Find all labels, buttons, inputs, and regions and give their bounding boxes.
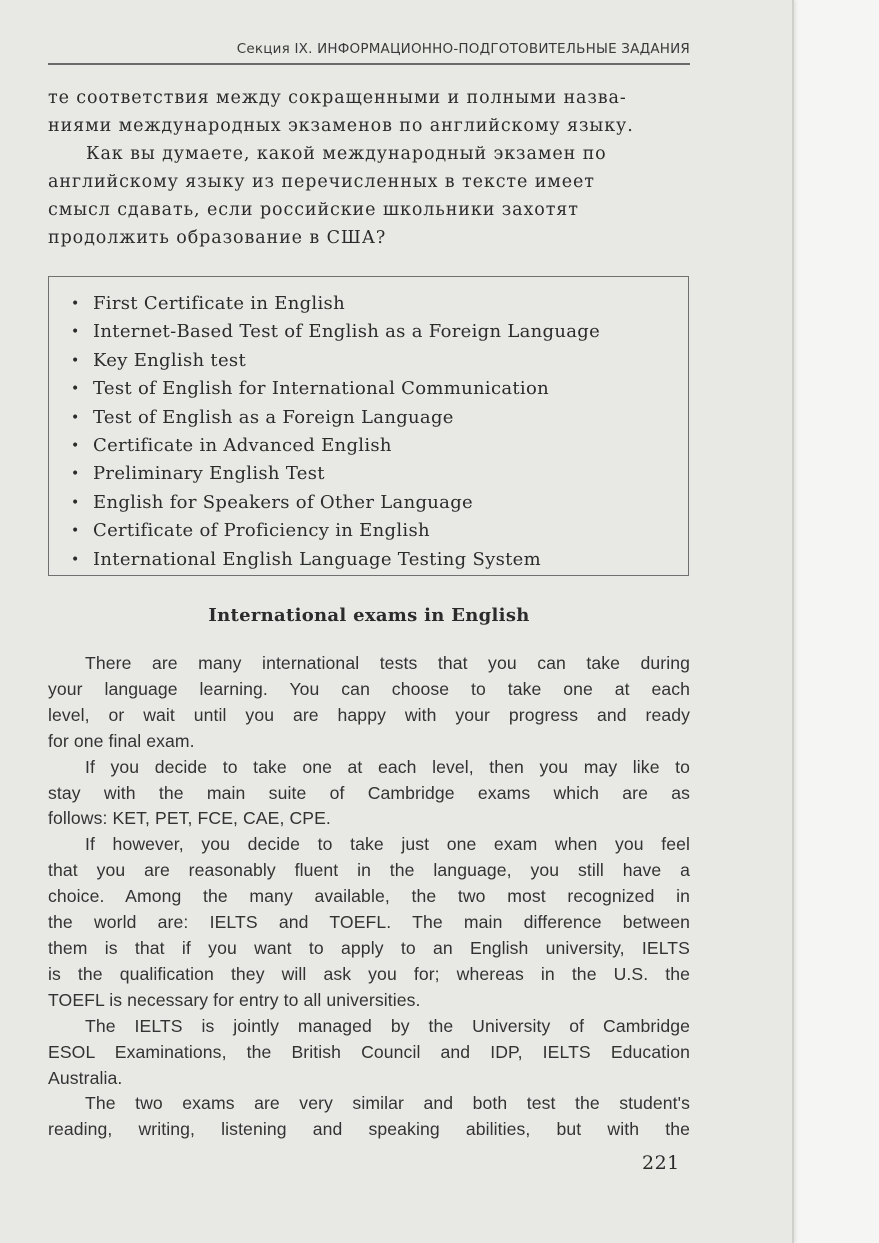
text-line: is the qualification they will ask you for; whereas in the U.S. the	[48, 963, 690, 984]
list-item: • Test of English as a Foreign Language	[71, 404, 688, 432]
list-item: • International English Language Testing System	[71, 546, 688, 574]
list-item: • Test of English for International Communication	[71, 375, 688, 403]
text-line: TOEFL is necessary for entry to all universities.	[48, 989, 421, 1010]
text-line: the world are: IELTS and TOEFL. The main difference between	[48, 912, 690, 933]
text-line: level, or wait until you are happy with your progress and ready	[48, 704, 690, 725]
list-item: • Preliminary English Test	[71, 460, 688, 488]
bullet-icon: •	[71, 438, 80, 455]
bullet-icon: •	[71, 551, 80, 568]
running-header: Секция IX. ИНФОРМАЦИОННО-ПОДГОТОВИТЕЛЬНЫЕ ЗАДАНИЯ	[48, 41, 690, 65]
text-line: Как вы думаете, какой международный экзамен по	[86, 144, 607, 164]
list-item: • First Certificate in English	[71, 290, 688, 318]
text-line: ниями международных экзаменов по английскому языку.	[48, 116, 634, 136]
text-line: ESOL Examinations, the British Council and IDP, IELTS Education	[48, 1041, 690, 1062]
text-line: Australia.	[48, 1067, 123, 1088]
bullet-icon: •	[71, 494, 80, 511]
text-line: choice. Among the many available, the two most recognized in	[48, 886, 690, 907]
section-title: International exams in English	[208, 605, 530, 626]
text-line: your language learning. You can choose to take one at each	[48, 678, 690, 699]
text-line: stay with the main suite of Cambridge exams which are as	[48, 782, 690, 803]
bullet-icon: •	[71, 409, 80, 426]
text-line: продолжить образование в США?	[48, 228, 387, 248]
bullet-icon: •	[71, 466, 80, 483]
bullet-icon: •	[71, 352, 80, 369]
text-line: The IELTS is jointly managed by the University of Cambridge	[85, 1015, 690, 1036]
exam-list-box	[48, 276, 689, 576]
bullet-icon: •	[71, 523, 80, 540]
text-line: reading, writing, listening and speaking abilities, but with the	[48, 1119, 690, 1140]
bullet-icon: •	[71, 324, 80, 341]
text-line: follows: KET, PET, FCE, CAE, CPE.	[48, 808, 331, 829]
bullet-icon: •	[71, 381, 80, 398]
bullet-icon: •	[71, 296, 80, 312]
text-line: There are many international tests that you can take during	[85, 653, 690, 673]
page-number: 221	[642, 1152, 680, 1174]
english-article-text	[48, 651, 690, 1143]
text-line: те соответствия между сокращенными и полными назва-	[48, 88, 627, 108]
text-line: If you decide to take one at each level, then you may like to	[85, 756, 690, 777]
exam-list	[49, 277, 688, 574]
list-item: • Key English test	[71, 347, 688, 375]
list-item: • Internet-Based Test of English as a Foreign Language	[71, 318, 688, 346]
text-line: If however, you decide to take just one exam when you feel	[85, 834, 690, 855]
list-item: • Certificate of Proficiency in English	[71, 517, 688, 545]
text-line: that you are reasonably fluent in the language, you still have a	[48, 860, 690, 881]
text-line: английскому языку из перечисленных в тексте имеет	[48, 172, 595, 192]
russian-task-text	[48, 84, 690, 252]
text-line: The two exams are very similar and both test the student's	[85, 1093, 690, 1114]
text-line: for one final exam.	[48, 730, 195, 751]
text-line: смысл сдавать, если российские школьники захотят	[48, 200, 579, 220]
text-line: them is that if you want to apply to an English university, IELTS	[48, 937, 690, 958]
list-item: • Certificate in Advanced English	[71, 432, 688, 460]
list-item: • English for Speakers of Other Language	[71, 489, 688, 517]
